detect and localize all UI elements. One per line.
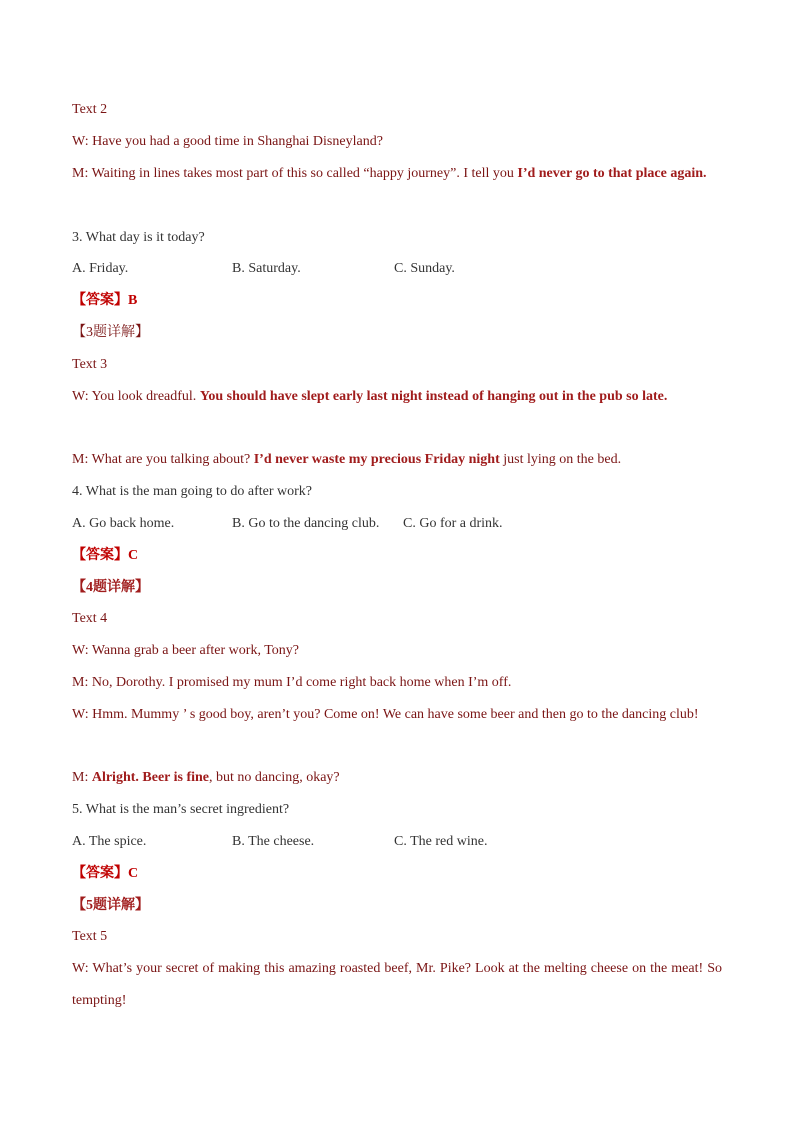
q5-answer: 【答案】C — [72, 866, 139, 881]
question-5-options — [72, 832, 722, 852]
text3-man-highlight: I’d never waste my precious Friday night — [253, 452, 500, 467]
text4-man-prefix: M: — [72, 770, 92, 785]
question-3-options — [72, 259, 722, 279]
text3-woman-text: W: You look dreadful. — [72, 389, 200, 404]
q5-option-b: B. The cheese. — [232, 834, 315, 849]
q4-option-b: B. Go to the dancing club. — [232, 516, 380, 531]
q3-option-b: B. Saturday. — [232, 261, 301, 276]
text2-title: Text 2 — [72, 102, 108, 117]
text4-woman-line-1: W: Wanna grab a beer after work, Tony? — [72, 643, 299, 658]
q3-detail-heading: 【3题详解】 — [72, 325, 149, 340]
question-4-options — [72, 514, 722, 534]
text3-man-tail: just lying on the bed. — [499, 452, 622, 467]
text4-man-tail: , but no dancing, okay? — [209, 770, 340, 785]
text2-man-line — [72, 158, 722, 190]
text3-man-text: M: What are you talking about? — [72, 452, 254, 467]
q3-option-a: A. Friday. — [72, 261, 129, 276]
q4-answer: 【答案】C — [72, 548, 139, 563]
text4-man-line-1: M: No, Dorothy. I promised my mum I’d come right back home when I’m off. — [72, 675, 512, 690]
text3-man-line — [72, 450, 722, 470]
q4-detail-heading: 【4题详解】 — [72, 580, 149, 595]
q4-option-c: C. Go for a drink. — [403, 516, 503, 531]
q3-answer: 【答案】B — [72, 293, 138, 308]
text2-man-highlight: I’d never go to that place again. — [517, 166, 707, 181]
question-4: 4. What is the man going to do after work? — [72, 484, 313, 499]
question-3: 3. What day is it today? — [72, 230, 205, 245]
text3-woman-highlight: You should have slept early last night instead of hanging out in the pub so late. — [199, 389, 668, 404]
q3-option-c: C. Sunday. — [394, 261, 455, 276]
text3-woman-line — [72, 381, 722, 413]
text4-woman-line-2: W: Hmm. Mummy ’ s good boy, aren’t you? Come on! We can have some beer and then go to the dancing club! — [72, 707, 699, 722]
q5-detail-heading: 【5题详解】 — [72, 898, 149, 913]
question-5: 5. What is the man’s secret ingredient? — [72, 802, 290, 817]
text4-man-highlight: Alright. Beer is fine — [91, 770, 210, 785]
text3-title: Text 3 — [72, 357, 108, 372]
q5-option-c: C. The red wine. — [394, 834, 488, 849]
q5-option-a: A. The spice. — [72, 834, 147, 849]
text4-title: Text 4 — [72, 611, 108, 626]
text5-woman-line: W: What’s your secret of making this amazing roasted beef, Mr. Pike? Look at the melting cheese on the meat! So tempting! — [72, 961, 722, 1008]
text2-woman-line: W: Have you had a good time in Shanghai Disneyland? — [72, 134, 383, 149]
q4-option-a: A. Go back home. — [72, 516, 175, 531]
text2-man-text: M: Waiting in lines takes most part of this so called “happy journey”. I tell you — [72, 166, 518, 181]
text4-man-line-2 — [72, 768, 722, 788]
text5-title: Text 5 — [72, 929, 108, 944]
